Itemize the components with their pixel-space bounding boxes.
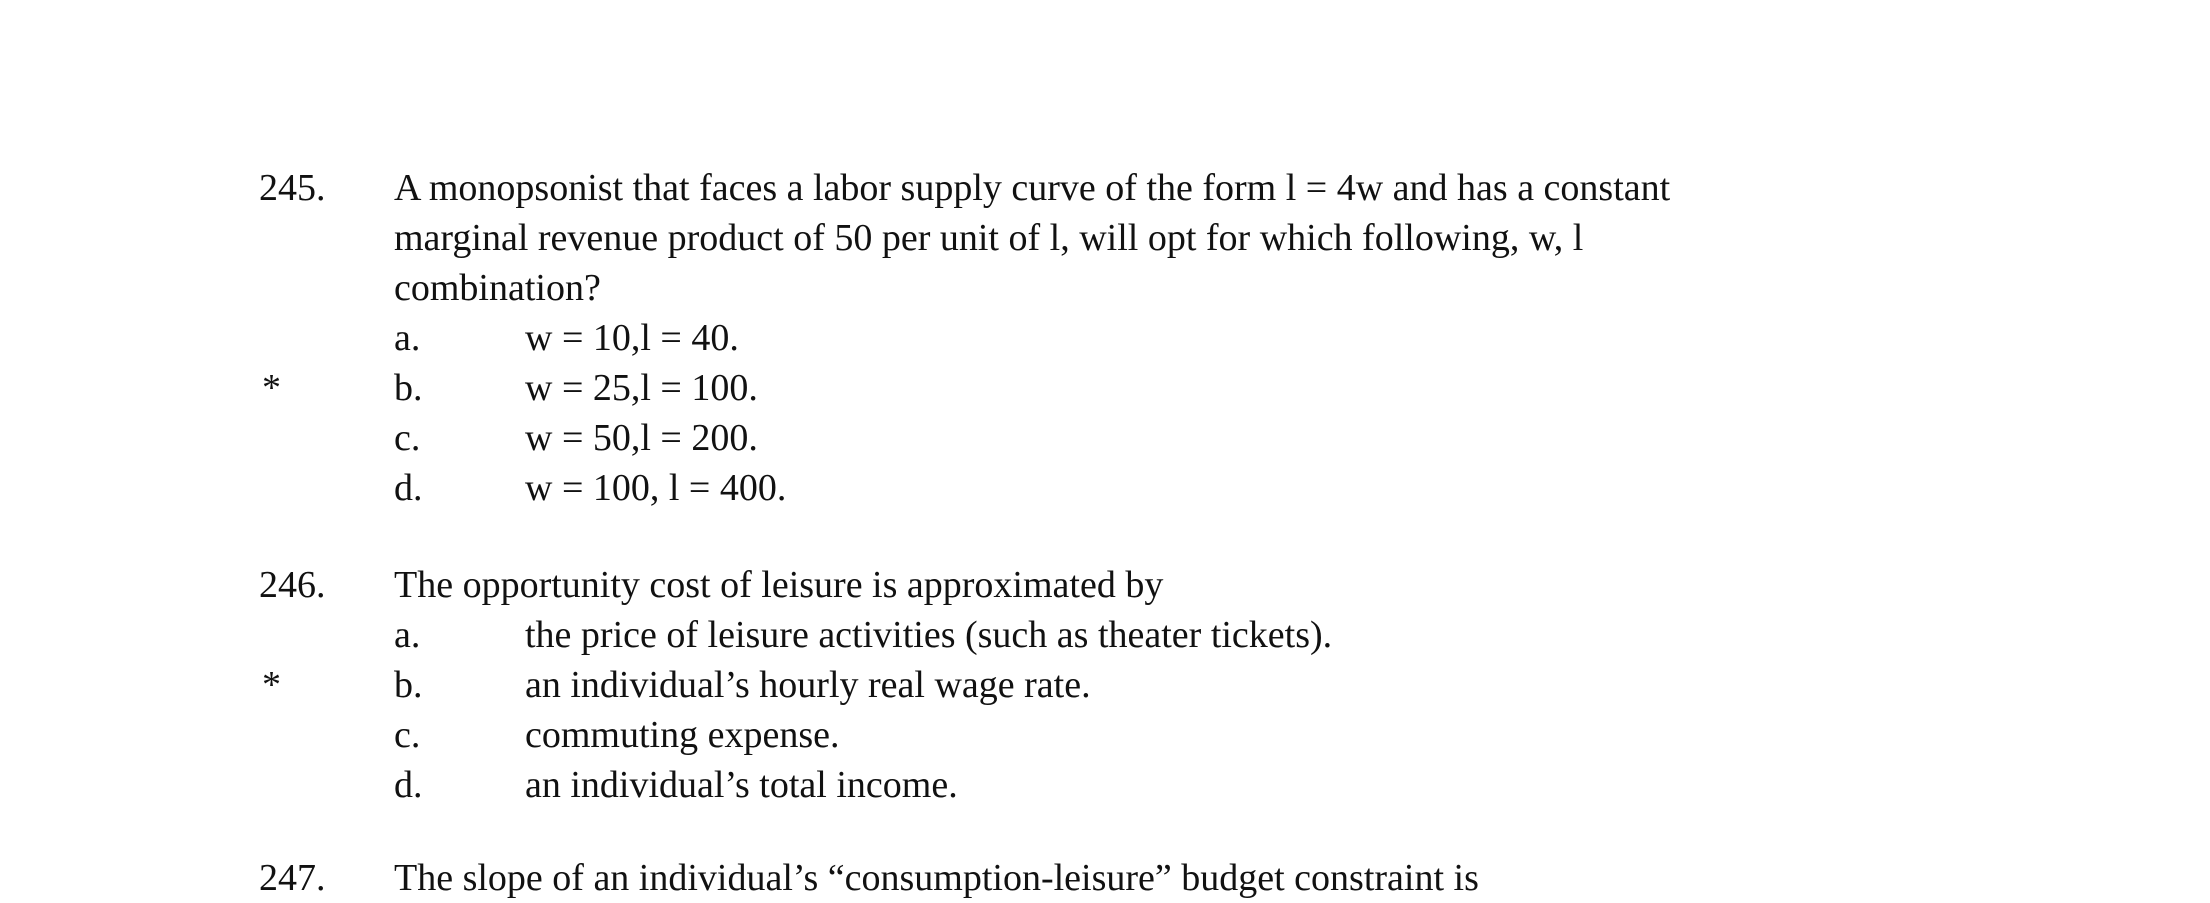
- stem-line: combination?: [394, 267, 601, 309]
- choice-label: b.: [394, 664, 423, 706]
- choice-label: b.: [394, 367, 423, 409]
- choice-d: [0, 760, 2210, 810]
- choice-text: commuting expense.: [525, 714, 840, 756]
- choice-c: [0, 413, 2210, 463]
- choice-text: w = 25,l = 100.: [525, 367, 758, 409]
- stem-line: A monopsonist that faces a labor supply curve of the form l = 4w and has a constant: [394, 167, 1671, 209]
- choice-d: [0, 463, 2210, 513]
- choice-label: c.: [394, 714, 421, 756]
- choice-text: w = 10,l = 40.: [525, 317, 739, 359]
- correct-answer-marker: *: [262, 367, 281, 409]
- question-number: 247.: [259, 857, 326, 899]
- question-number: 246.: [259, 564, 326, 606]
- choice-label: d.: [394, 467, 423, 509]
- choice-b: [0, 660, 2210, 710]
- choice-label: d.: [394, 764, 423, 806]
- choice-a: [0, 313, 2210, 363]
- choice-text: w = 100, l = 400.: [525, 467, 787, 509]
- choice-c: [0, 710, 2210, 760]
- question-number: 245.: [259, 167, 326, 209]
- choice-label: c.: [394, 417, 421, 459]
- question-stem: [394, 560, 1954, 610]
- choice-text: the price of leisure activities (such as theater tickets).: [525, 614, 1333, 656]
- stem-line: The slope of an individual’s “consumption-leisure” budget constraint is: [394, 857, 1479, 899]
- choice-label: a.: [394, 317, 421, 359]
- question-stem: [394, 163, 1954, 313]
- question-stem: [394, 853, 1954, 903]
- choice-text: an individual’s total income.: [525, 764, 958, 806]
- choice-a: [0, 610, 2210, 660]
- correct-answer-marker: *: [262, 664, 281, 706]
- choice-text: an individual’s hourly real wage rate.: [525, 664, 1091, 706]
- choice-b: [0, 363, 2210, 413]
- choice-text: w = 50,l = 200.: [525, 417, 758, 459]
- stem-line: The opportunity cost of leisure is approximated by: [394, 564, 1164, 606]
- choice-label: a.: [394, 614, 421, 656]
- stem-line: marginal revenue product of 50 per unit of l, will opt for which following, w, l: [394, 217, 1584, 259]
